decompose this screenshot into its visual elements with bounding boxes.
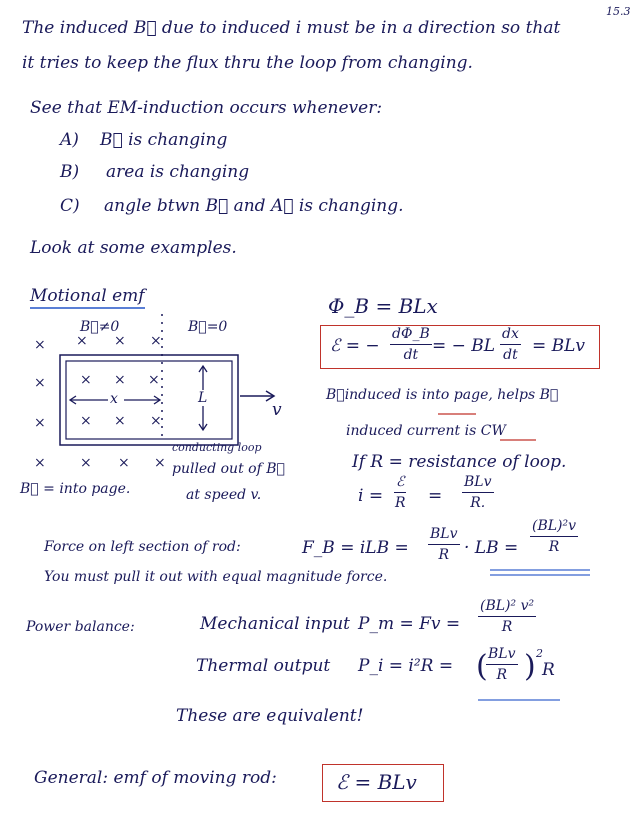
b-into-page-label: B⃗ = into page. bbox=[20, 481, 131, 497]
field-mark: × bbox=[114, 333, 126, 349]
l-label: L bbox=[198, 390, 208, 406]
loop-caption-1: conducting loop bbox=[172, 441, 262, 454]
field-mark: × bbox=[80, 413, 92, 429]
intro-line-1: The induced B⃗ due to induced i must be in a direction so that bbox=[22, 18, 561, 38]
field-mark: × bbox=[34, 375, 46, 391]
therm-tail: R bbox=[542, 660, 555, 680]
emf-frac-2 bbox=[500, 326, 521, 363]
field-mark: × bbox=[154, 455, 166, 471]
b-nonzero-label: B⃗≠0 bbox=[80, 319, 120, 335]
therm-num: BLv bbox=[486, 646, 518, 665]
emf-rhs: = BLv bbox=[532, 336, 586, 356]
force-num-2: (BL)²v bbox=[530, 518, 578, 537]
i-den-1: R bbox=[394, 495, 406, 511]
i-frac-1 bbox=[394, 474, 406, 511]
emf-mid: = − BL bbox=[432, 336, 496, 356]
i-eq: = bbox=[428, 486, 443, 506]
force-frac-2 bbox=[530, 518, 578, 555]
emf-num-2: dx bbox=[500, 326, 521, 345]
flux-equation: Φ_B = BLx bbox=[328, 294, 438, 318]
loop-caption-2: pulled out of B⃗ bbox=[172, 461, 285, 477]
page-number: 15.3 bbox=[606, 5, 631, 18]
field-mark: × bbox=[34, 337, 46, 353]
field-mark: × bbox=[76, 333, 88, 349]
therm-den: R bbox=[496, 667, 508, 683]
mech-num: (BL)² v² bbox=[478, 598, 536, 617]
condition-c-text: angle btwn B⃗ and A⃗ is changing. bbox=[104, 196, 404, 216]
induced-current-line: induced current is CW bbox=[346, 423, 506, 439]
field-mark: × bbox=[150, 333, 162, 349]
if-r-line: If R = resistance of loop. bbox=[352, 452, 567, 472]
field-mark: × bbox=[34, 455, 46, 471]
emf-num-1: dΦ_B bbox=[390, 326, 432, 345]
power-label: Power balance: bbox=[26, 619, 135, 635]
v-label: v bbox=[272, 400, 282, 420]
b-induced-line: B⃗induced is into page, helps B⃗ bbox=[326, 387, 559, 403]
condition-c-label: C) bbox=[60, 196, 80, 216]
mech-frac bbox=[478, 598, 536, 635]
i-num-2: BLv bbox=[462, 474, 494, 493]
condition-a-label: A) bbox=[60, 130, 79, 150]
force-line-2: You must pull it out with equal magnitude force. bbox=[44, 569, 388, 585]
intro-line-2: it tries to keep the flux thru the loop from changing. bbox=[22, 53, 473, 73]
i-lhs: i = bbox=[358, 486, 384, 506]
motional-heading: Motional emf bbox=[30, 288, 145, 309]
force-den-2: R bbox=[548, 539, 560, 555]
force-frac-1 bbox=[428, 526, 460, 563]
field-mark: × bbox=[150, 413, 162, 429]
i-den-2: R. bbox=[470, 495, 486, 511]
force-text: Force on left section of rod: bbox=[44, 539, 241, 555]
condition-a-text: B⃗ is changing bbox=[100, 130, 228, 150]
force-mid: · LB = bbox=[464, 538, 519, 558]
i-frac-2 bbox=[462, 474, 494, 511]
field-mark: × bbox=[34, 415, 46, 431]
therm-lhs: P_i = i²R = bbox=[358, 656, 454, 676]
x-label: x bbox=[110, 391, 118, 407]
field-mark: × bbox=[118, 455, 130, 471]
condition-b-label: B) bbox=[60, 162, 80, 182]
loop-caption-3: at speed v. bbox=[186, 487, 262, 503]
force-num-1: BLv bbox=[428, 526, 460, 545]
b-zero-label: B⃗=0 bbox=[188, 319, 228, 335]
mech-den: R bbox=[501, 619, 513, 635]
therm-paren-close: ) bbox=[524, 649, 536, 684]
equivalent-line: These are equivalent! bbox=[176, 706, 364, 726]
field-mark: × bbox=[80, 372, 92, 388]
condition-b-text: area is changing bbox=[106, 162, 250, 182]
therm-exp: 2 bbox=[536, 647, 543, 660]
i-num-1: ℰ bbox=[394, 474, 406, 493]
examples-line: Look at some examples. bbox=[30, 238, 237, 258]
therm-frac bbox=[486, 646, 518, 683]
mech-label: Mechanical input bbox=[200, 614, 351, 634]
general-boxed: ℰ = BLv bbox=[336, 770, 417, 794]
general-text: General: emf of moving rod: bbox=[34, 768, 277, 788]
field-mark: × bbox=[114, 372, 126, 388]
therm-label: Thermal output bbox=[196, 656, 331, 676]
therm-paren-open: ( bbox=[476, 649, 488, 684]
field-mark: × bbox=[80, 455, 92, 471]
mech-lhs: P_m = Fv = bbox=[358, 614, 461, 634]
emf-lhs: ℰ = − bbox=[330, 336, 380, 356]
emf-frac-1 bbox=[390, 326, 432, 363]
field-mark: × bbox=[148, 372, 160, 388]
field-mark: × bbox=[114, 413, 126, 429]
force-den-1: R bbox=[438, 547, 450, 563]
emf-den-1: dt bbox=[403, 347, 419, 363]
force-lhs: F_B = iLB = bbox=[302, 538, 409, 558]
emf-den-2: dt bbox=[503, 347, 518, 363]
conditions-heading: See that EM-induction occurs whenever: bbox=[30, 98, 383, 118]
